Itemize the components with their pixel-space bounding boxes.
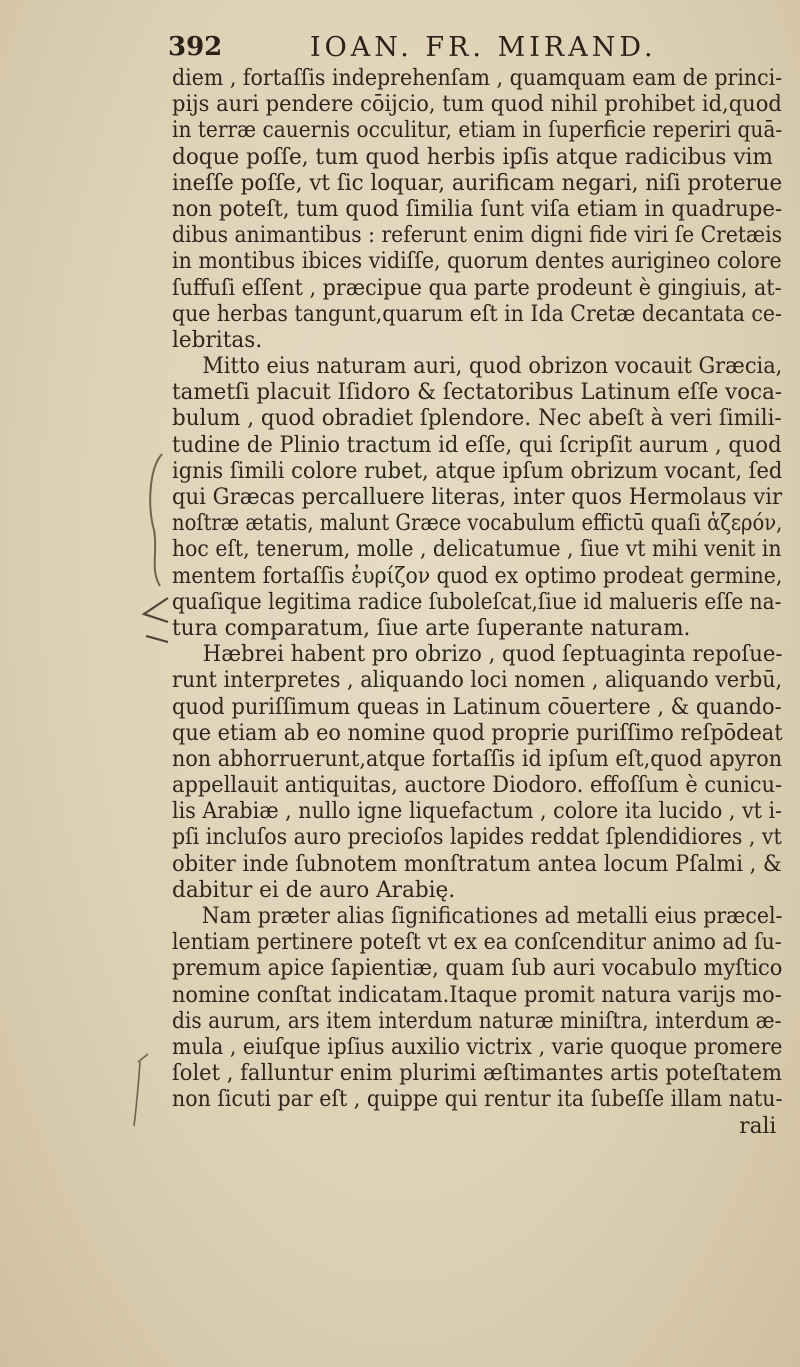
- text-line: appellauit antiquitas, auctore Diodoro. effoſſum è cunicu-: [172, 773, 783, 799]
- text-line: premum apice ſapientiæ, quam ſub auri vocabulo myſtico: [172, 956, 783, 982]
- page-header: [168, 28, 668, 68]
- text-line: dis aurum, ars item interdum naturæ miniſtra, interdum æ-: [172, 1008, 782, 1034]
- text-line: runt interpretes , aliquando loci nomen , aliquando verbū,: [172, 668, 783, 694]
- text-line: lis Arabiæ , nullo igne liquefactum , colore ita lucido , vt i-: [172, 799, 783, 825]
- text-line: in terræ cauernis occulitur, etiam in ſuperficie reperiri quā-: [172, 118, 783, 144]
- text-line: mentem fortaſſis ἐυρίζον quod ex optimo prodeat germine,: [172, 563, 783, 589]
- catchword: rali: [739, 1113, 777, 1139]
- text-line: dibus animantibus : referunt enim digni fide viri ſe Cretæis: [172, 223, 783, 249]
- text-line: ſuffuſi eſſent , præcipue qua parte prodeunt è gingiuis, at-: [172, 275, 782, 301]
- text-line: dabitur ei de auro Arabię.: [172, 877, 456, 903]
- text-line: ignis ſimili colore rubet, atque ipſum obrizum vocant, ſed: [172, 458, 783, 484]
- text-line: tametſi placuit Iſidoro & ſectatoribus Latinum eſſe voca-: [172, 380, 783, 406]
- paragraph: [172, 354, 794, 642]
- text-line: pijs auri pendere cōijcio, tum quod nihil prohibet id,quod: [172, 92, 782, 118]
- text-line: ſolet , falluntur enim plurimi æſtimantes artis poteſtatem: [172, 1061, 782, 1087]
- margin-arrow-mark: [138, 592, 172, 646]
- text-line: tudine de Plinio tractum id eſſe, qui ſcripſit aurum , quod: [172, 432, 782, 458]
- margin-bracket-mark: [140, 450, 170, 590]
- text-line: hoc eſt, tenerum, molle , delicatumue , ſiue vt mihi venit in: [172, 537, 782, 563]
- paragraph: [172, 642, 794, 904]
- text-line: non abhorruerunt,atque fortaſſis id ipſum eſt,quod apyron: [172, 746, 783, 772]
- text-line: que etiam ab eo nomine quod proprie puriſſimo reſpōdeat: [172, 720, 783, 746]
- text-line: Mitto eius naturam auri, quod obrizon vocauit Græcia,: [202, 354, 783, 380]
- running-head: IOAN. FR. MIRAND.: [310, 32, 657, 63]
- text-line: lentiam pertinere poteſt vt ex ea conſcenditur animo ad ſu-: [172, 930, 782, 956]
- text-line: Hæbrei habent pro obrizo , quod ſeptuaginta repoſue-: [202, 642, 783, 668]
- text-line: doque poſſe, tum quod herbis ipſis atque radicibus vim: [172, 144, 773, 170]
- text-line: qui Græcas percalluere literas, inter quos Hermolaus vir: [172, 485, 783, 510]
- text-line: diem , fortaſſis indeprehenſam , quamquam eam de princi-: [172, 66, 783, 91]
- body-text: [172, 66, 794, 1140]
- text-line: bulum , quod obradiet ſplendore. Nec abeſt à veri ſimili-: [172, 406, 782, 432]
- text-line: Nam præter alias ſignificationes ad metalli eius præcel-: [201, 904, 783, 929]
- text-line: ineſſe poſſe, vt ſic loquar, aurificam negari, niſi proterue: [172, 170, 783, 196]
- text-line: non poteſt, tum quod ſimilia ſunt viſa etiam in quadrupe-: [172, 196, 783, 222]
- text-line: mula , eiuſque ipſius auxilio victrix , varie quoque promere: [172, 1034, 783, 1060]
- paragraph: [172, 904, 794, 1114]
- text-line: tura comparatum, ſiue arte ſuperante naturam.: [172, 615, 691, 641]
- text-line: noſtræ ætatis, malunt Græce vocabulum effictū quaſi ἁζερόν,: [172, 511, 783, 537]
- text-line: non ſicuti par eſt , quippe qui rentur ita ſubeſſe illam natu-: [172, 1087, 783, 1113]
- page-number: 392: [168, 32, 223, 62]
- text-line: pſi incluſos auro precioſos lapides reddat ſplendidiores , vt: [172, 825, 782, 851]
- text-line: quaſique legitima radice ſuboleſcat,ſiue id malueris eſſe na-: [172, 589, 782, 615]
- paragraph: [172, 66, 794, 354]
- text-line: in montibus ibices vidiſſe, quorum dentes aurigineo colore: [172, 249, 782, 275]
- text-line: lebritas.: [172, 327, 263, 353]
- text-line: quod puriſſimum queas in Latinum cōuertere , & quando-: [172, 694, 782, 720]
- text-line: nomine conſtat indicatam.Itaque promit natura varijs mo-: [172, 982, 782, 1008]
- text-line: que herbas tangunt,quarum eſt in Ida Cretæ decantata ce-: [172, 301, 782, 327]
- margin-check-mark: [128, 1050, 158, 1130]
- text-line: obiter inde ſubnotem monſtratum antea locum Pſalmi , &: [172, 851, 782, 877]
